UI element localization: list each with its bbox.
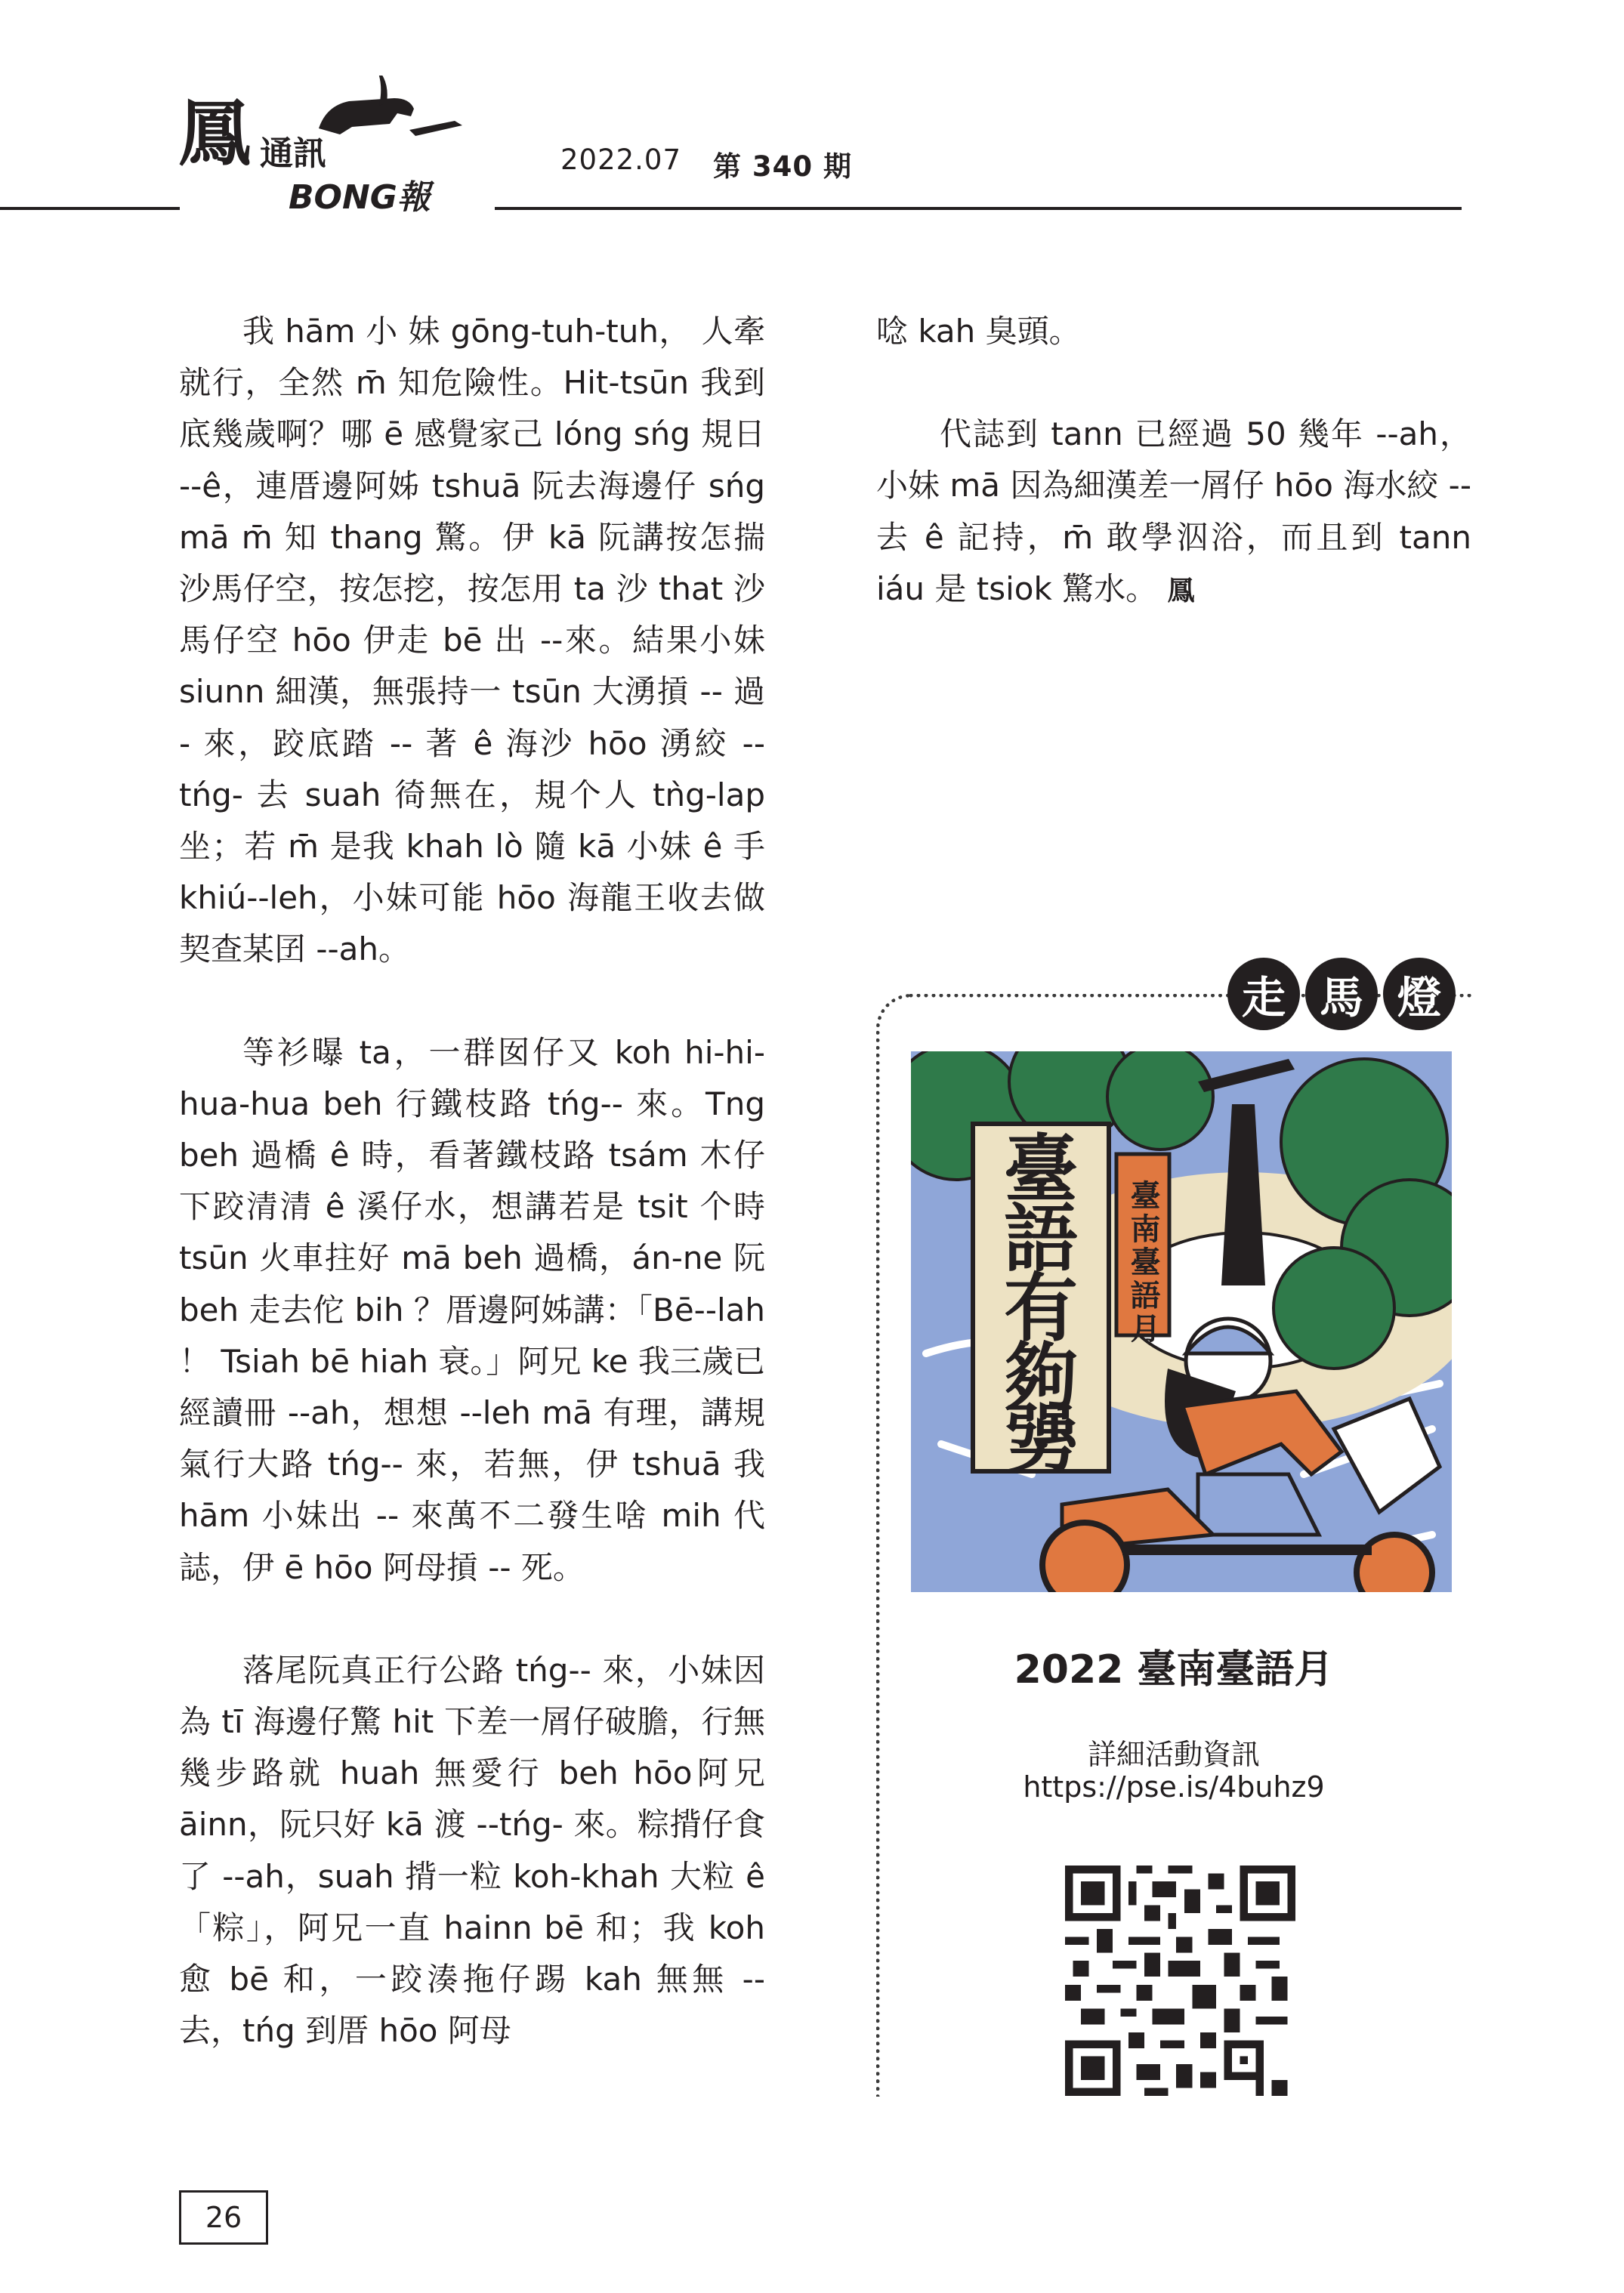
article-paragraph-4-text: 代誌到 tann 已經過 50 幾年 --ah，小妹 mā 因為細漢差一屑仔 hōo 海水絞 -- 去 ê 記持，m̄ 敢學泅浴，而且到 tann iáu 是 tsiok 驚水。 xyxy=(876,415,1471,607)
issue-date: 2022.07 xyxy=(560,144,682,176)
svg-text:BONG報: BONG報 xyxy=(289,178,431,217)
sidebar-title: 2022 臺南臺語月 xyxy=(1014,1647,1334,1693)
sidebar-info-label: 詳細活動資訊 xyxy=(1087,1738,1260,1771)
article-paragraph-2: 等衫曝 ta，一群囡仔又 koh hi-hi-hua-hua beh 行鐵枝路 tńg-- 來。Tng beh 過橋 ê 時，看著鐵枝路 tsám 木仔下跤清清 ê 溪仔水，想講若是 tsit 个時 tsūn 火車拄好 mā beh 過橋，án-ne 阮 beh 走去佗 bih ？厝邊阿姊講：「Bē--lah ！ Tsiah bē hiah 衰。」阿兄 ke 我三歲已經讀冊 --ah，想想 --leh mā 有理，講規氣行大路 tńg-- 來，若無，伊 tshuā 我 hām 小妹出 -- 來萬不二發生啥 mih 代誌，伊 ē hōo 阿母摃 -- 死。 xyxy=(179,1033,765,1586)
newsletter-logo xyxy=(175,76,470,234)
poster-title-char-5: 勥 xyxy=(1003,1397,1079,1483)
svg-text:鳳: 鳳 xyxy=(178,91,251,176)
badge-char-3: 燈 xyxy=(1383,958,1456,1030)
poster-image xyxy=(911,1051,1452,1592)
end-mark-icon: 鳳 xyxy=(1167,575,1195,606)
poster-title-char-2: 語 xyxy=(1003,1196,1079,1282)
poster-title-char-4: 夠 xyxy=(1003,1335,1079,1421)
poster-title-char-1: 臺 xyxy=(1003,1127,1079,1213)
poster-title-char-3: 有 xyxy=(1003,1266,1079,1352)
article-left-column xyxy=(179,306,765,2109)
article-continuation: 唸 kah 臭頭。 xyxy=(876,313,1081,350)
article-paragraph-3: 落尾阮真正行公路 tńg-- 來，小妹因為 tī 海邊仔驚 hit 下差一屑仔破膽，行無幾步路就 huah 無愛行 beh hōo阿兄 āinn，阮只好 kā 渡 --tńg- 來。粽揹仔食了 --ah，suah 揹一粒 koh-khah 大粒 ê「粽」，阿兄一直 hainn bē 和；我 koh 愈 bē 和，一跤湊拖仔踢 kah 無無 -- 去，tńg 到厝 hōo 阿母 xyxy=(179,1651,765,2050)
header-rule-right xyxy=(495,207,1462,210)
sidebar-link[interactable]: https://pse.is/4buhz9 xyxy=(1023,1770,1325,1804)
svg-text:通訊: 通訊 xyxy=(260,134,326,173)
page-number: 26 xyxy=(179,2190,268,2245)
article-right-column xyxy=(876,306,1471,668)
badge-char-1: 走 xyxy=(1227,958,1300,1030)
badge-char-2: 馬 xyxy=(1305,958,1378,1030)
article-paragraph-1: 我 hām 小 妹 gōng-tuh-tuh， 人牽就行，全然 m̄ 知危險性。Hit-tsūn 我到底幾歲啊？哪 ē 感覺家己 lóng sńg 規日 --ê，連厝邊阿姊 tshuā 阮去海邊仔 sńg mā m̄ 知 thang 驚。伊 kā 阮講按怎揣沙馬仔空，按怎挖，按怎用 ta 沙 that 沙馬仔空 hōo 伊走 bē 出 --來。結果小妹 siunn 細漢，無張持一 tsūn 大湧摃 -- 過 - 來，跤底踏 -- 著 ê 海沙 hōo 湧絞 --tńg- 去 suah 徛無在，規个人 tǹg-lap 坐；若 m̄ 是我 khah lò 隨 kā 小妹 ê 手 khiú--leh，小妹可能 hōo 海龍王收去做契查某囝 --ah。 xyxy=(179,313,765,968)
issue-number: 第 340 期 xyxy=(713,150,852,183)
poster-subtitle: 臺南臺語月 xyxy=(1125,1180,1160,1346)
header-rule-left xyxy=(0,207,180,210)
article-paragraph-4 xyxy=(876,409,1471,617)
qr-code-icon[interactable] xyxy=(1065,1866,1295,2096)
